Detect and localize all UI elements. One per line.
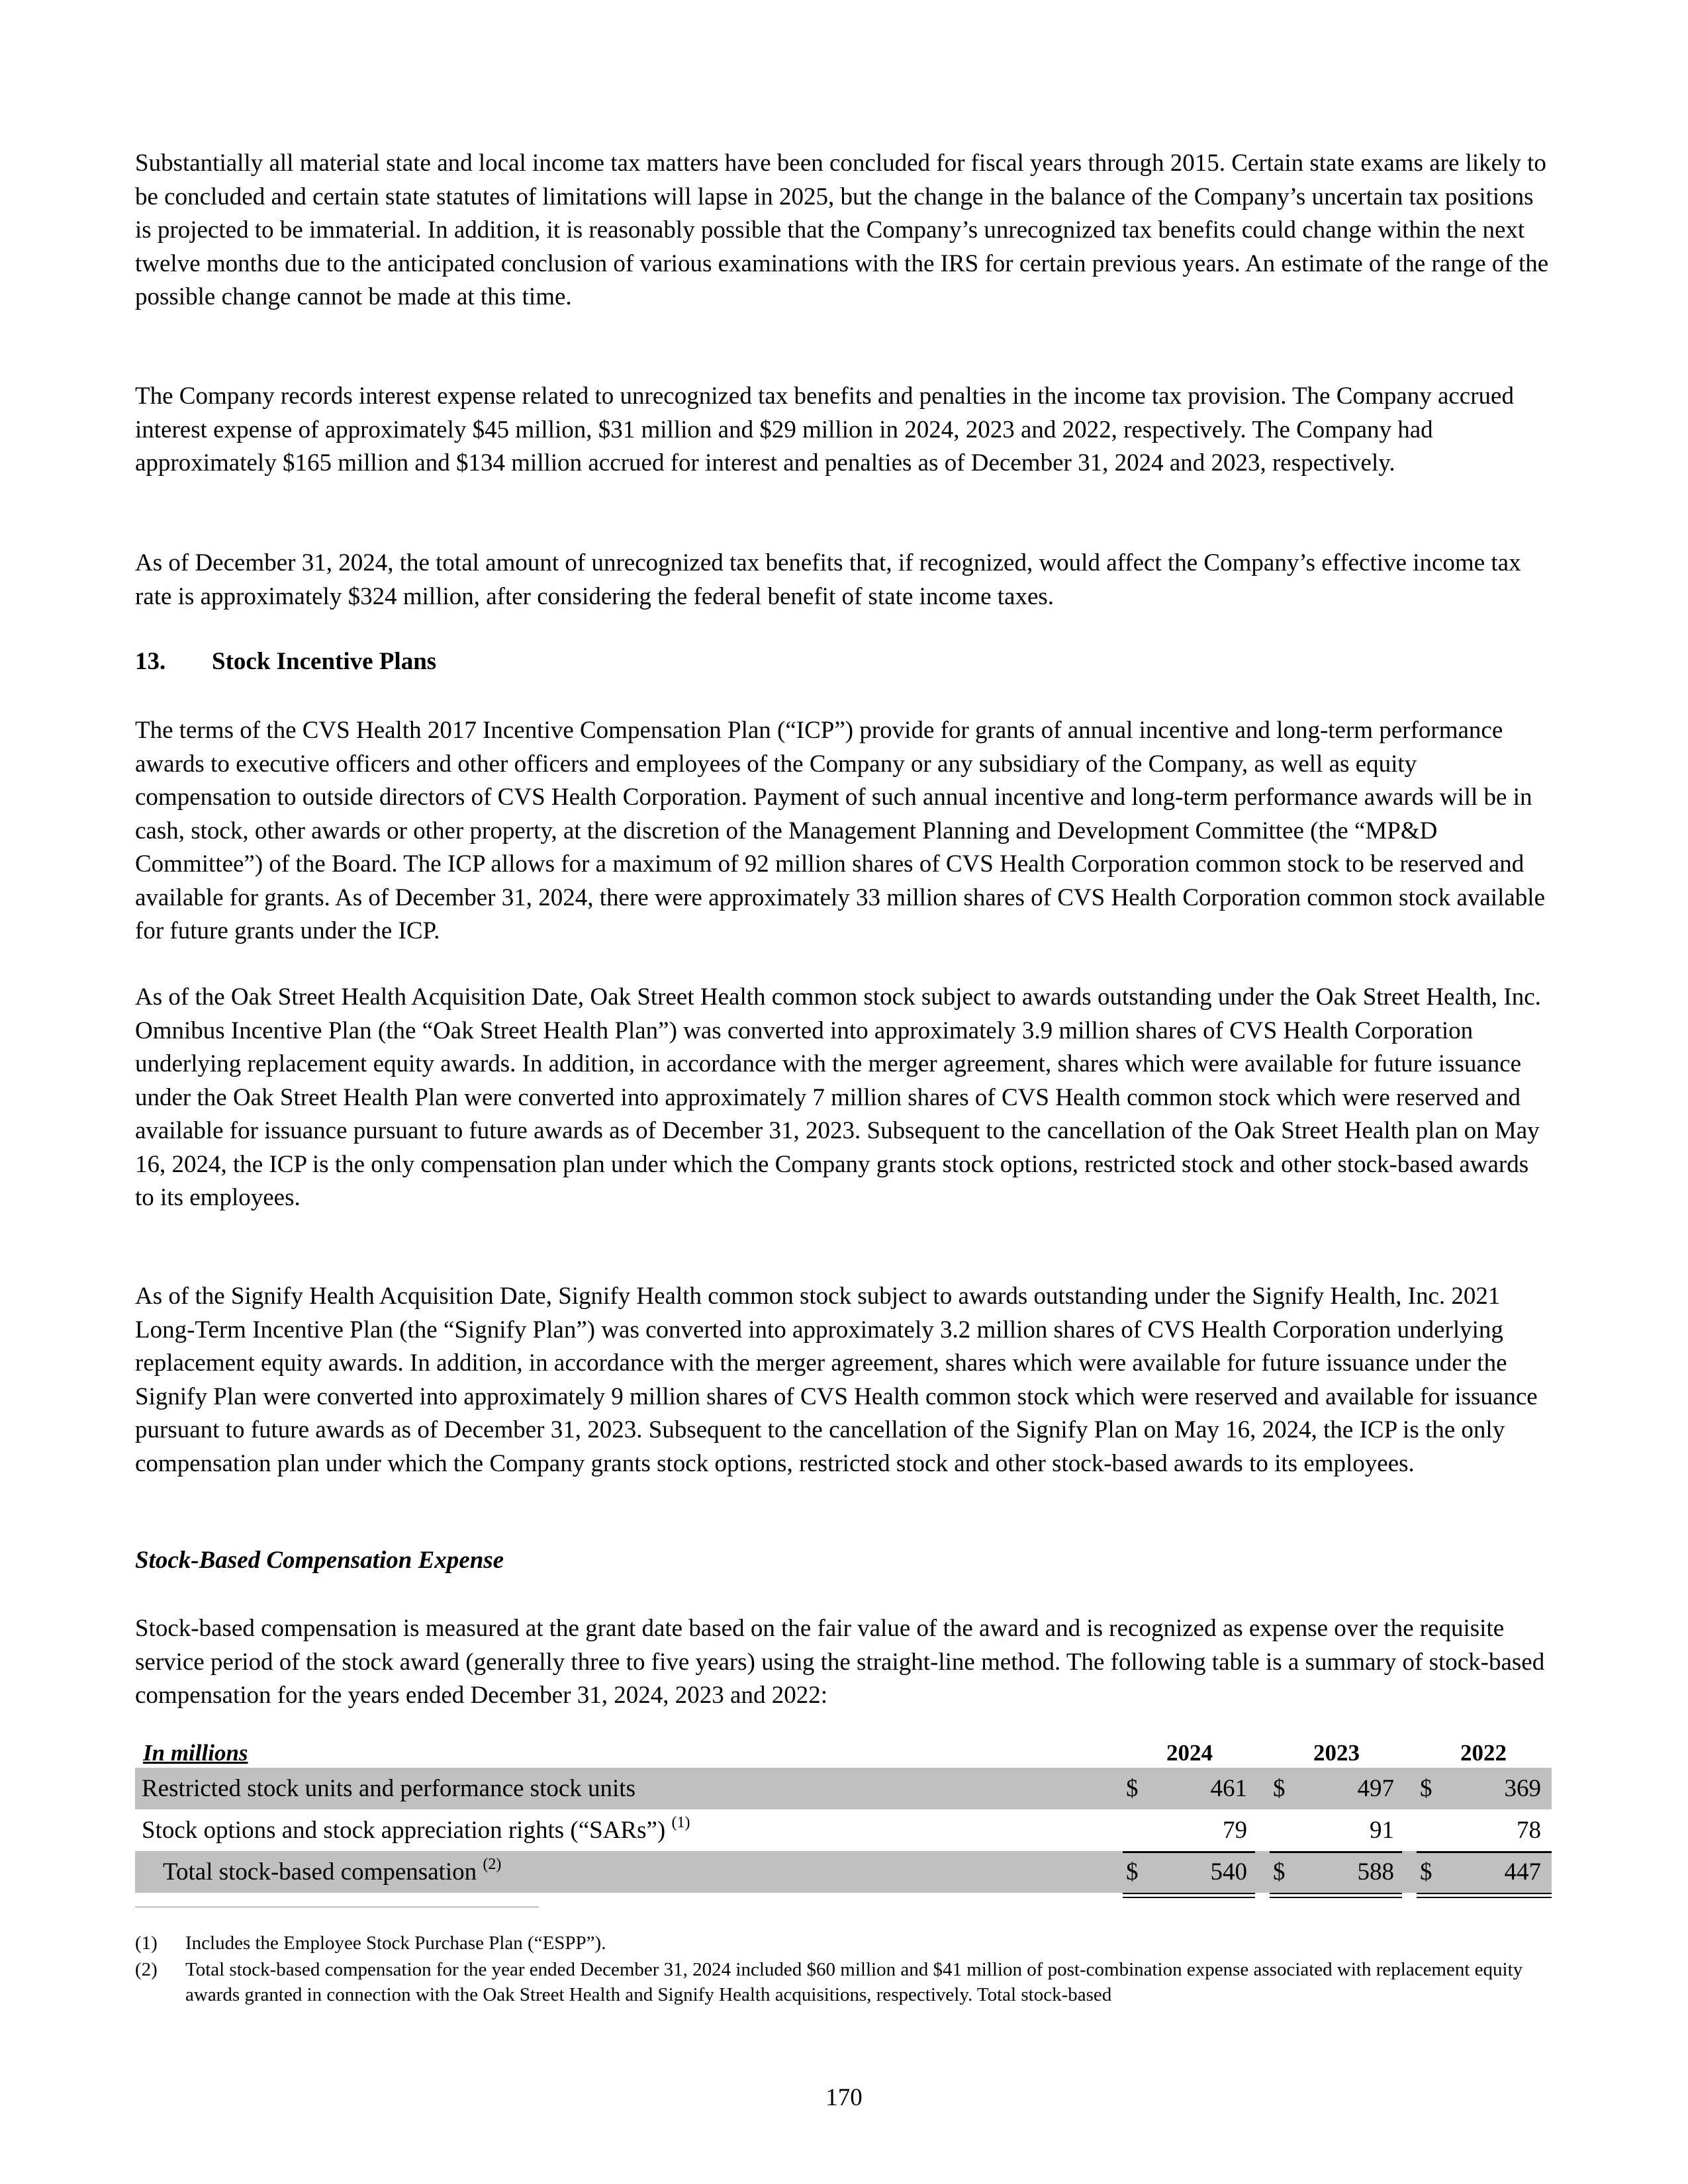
paragraph-unrecognized-benefits: As of December 31, 2024, the total amount of unrecognized tax benefits that, if recognized, would affect the Company’s effective income tax rate is approximately $324 million, after considering the federal benefit of state income taxes.	[135, 549, 1521, 610]
table-header	[135, 1739, 1552, 1768]
total-double-rule	[1417, 1893, 1552, 1898]
cell-value: 369	[1504, 1775, 1541, 1802]
row-label-text: Stock options and stock appreciation rights (“SARs”)	[142, 1817, 666, 1844]
cell-value: 79	[1223, 1817, 1247, 1844]
subtotal-rule	[1123, 1851, 1255, 1853]
footnote-ref: (1)	[671, 1814, 690, 1831]
row-label: Restricted stock units and performance stock units	[142, 1775, 635, 1802]
row-label-text: Total stock-based compensation	[163, 1858, 477, 1886]
paragraph-icp: The terms of the CVS Health 2017 Incentive Compensation Plan (“ICP”) provide for grants of annual incentive and long-term performance awards to executive officers and other officers and employees of the Company or any subsidiary of the Company, as well as equity compensation to outside directors of CVS Health Corporation. Payment of such annual incentive and long-term performance awards will be in cash, stock, other awards or other property, at the discretion of the Management Planning and Development Committee (the “MP&D Committee”) of the Board. The ICP allows for a maximum of 92 million shares of CVS Health Corporation common stock to be reserved and available for grants. As of December 31, 2024, there were approximately 33 million shares of CVS Health Corporation common stock available for future grants under the ICP.	[135, 717, 1545, 944]
paragraph-tax-matters: Substantially all material state and local income tax matters have been concluded for fiscal years through 2015. Certain state exams are likely to be concluded and certain state statutes of limitations will lapse in 2025, but the change in the balance of the Company’s uncertain tax positions is projected to be immaterial. In addition, it is reasonably possible that the Company’s unrecognized tax benefits could change within the next twelve months due to the anticipated conclusion of various examinations with the IRS for certain previous years. An estimate of the range of the possible change cannot be made at this time.	[135, 150, 1549, 310]
year-header: 2024	[1166, 1740, 1213, 1766]
subtotal-rule	[1417, 1851, 1552, 1853]
paragraph-interest-expense: The Company records interest expense related to unrecognized tax benefits and penalties in the income tax provision. The Company accrued interest expense of approximately $45 million, $31 million and $29 million in 2024, 2023 and 2022, respectively. The Company had approximately $165 million and $134 million accrued for interest and penalties as of December 31, 2024 and 2023, respectively.	[135, 383, 1514, 477]
cell-value: 588	[1357, 1858, 1394, 1886]
year-header: 2023	[1313, 1740, 1360, 1766]
footnote-text: Includes the Employee Stock Purchase Plan (“ESPP”).	[185, 1933, 606, 1954]
total-double-rule	[1123, 1893, 1255, 1898]
table-row	[135, 1809, 1552, 1851]
paragraph-signify: As of the Signify Health Acquisition Date, Signify Health common stock subject to awards outstanding under the Signify Health, Inc. 2021 Long-Term Incentive Plan (the “Signify Plan”) was converted into approximately 3.2 million shares of CVS Health Corporation underlying replacement equity awards. In addition, in accordance with the merger agreement, shares which were available for future issuance under the Signify Plan were converted into approximately 9 million shares of CVS Health common stock which were reserved and available for issuance pursuant to future awards as of December 31, 2023. Subsequent to the cancellation of the Signify Plan on May 16, 2024, the ICP is the only compensation plan under which the Company grants stock options, restricted stock and other stock-based awards to its employees.	[135, 1283, 1538, 1477]
year-header: 2022	[1460, 1740, 1507, 1766]
footnote	[135, 1957, 1552, 2007]
footnote-text: Total stock-based compensation for the year ended December 31, 2024 included $60 million and $41 million of post-combination expense associated with replacement equity awards granted in connection with the Oak Street Health and Signify Health acquisitions, respectively. Total stock-based	[185, 1959, 1523, 2005]
section-number: 13.	[135, 648, 166, 675]
footnote-mark: (1)	[135, 1933, 158, 1954]
cell-value: 91	[1370, 1817, 1394, 1844]
currency-symbol: $	[1420, 1775, 1432, 1802]
cell-value: 447	[1504, 1858, 1541, 1886]
paragraph-stock-comp-intro: Stock-based compensation is measured at the grant date based on the fair value of the award and is recognized as expense over the requisite service period of the stock award (generally three to five years) using the straight-line method. The following table is a summary of stock-based compensation for the years ended December 31, 2024, 2023 and 2022:	[135, 1615, 1545, 1709]
row-label	[142, 1809, 690, 1854]
paragraph-oak-street: As of the Oak Street Health Acquisition Date, Oak Street Health common stock subject to awards outstanding under the Oak Street Health, Inc. Omnibus Incentive Plan (the “Oak Street Health Plan”) was converted into approximately 3.9 million shares of CVS Health Corporation underlying replacement equity awards. In addition, in accordance with the merger agreement, shares which were available for future issuance under the Oak Street Health Plan were converted into approximately 7 million shares of CVS Health common stock which were reserved and available for issuance pursuant to future awards as of December 31, 2023. Subsequent to the cancellation of the Oak Street Health plan on May 16, 2024, the ICP is the only compensation plan under which the Company grants stock options, restricted stock and other stock-based awards to its employees.	[135, 983, 1541, 1211]
currency-symbol: $	[1273, 1775, 1286, 1802]
currency-symbol: $	[1420, 1858, 1432, 1886]
cell-value: 540	[1210, 1858, 1247, 1886]
cell-value: 78	[1517, 1817, 1541, 1844]
footnote-mark: (2)	[135, 1959, 158, 1980]
cell-value: 497	[1357, 1775, 1394, 1802]
page-number: 170	[825, 2084, 863, 2111]
section-title: Stock Incentive Plans	[212, 648, 437, 675]
currency-symbol: $	[1273, 1858, 1286, 1886]
table-row	[135, 1768, 1552, 1809]
footnote	[135, 1931, 1552, 1956]
table-row-total	[135, 1851, 1552, 1893]
footnote-ref: (2)	[483, 1856, 502, 1873]
unit-label: In millions	[143, 1740, 248, 1766]
currency-symbol: $	[1126, 1775, 1139, 1802]
cell-value: 461	[1210, 1775, 1247, 1802]
currency-symbol: $	[1126, 1858, 1139, 1886]
section-heading	[135, 647, 436, 676]
subheading-stock-comp: Stock-Based Compensation Expense	[135, 1547, 504, 1574]
row-label	[163, 1851, 501, 1896]
subtotal-rule	[1270, 1851, 1402, 1853]
stock-comp-table	[135, 1739, 1552, 1893]
total-double-rule	[1270, 1893, 1402, 1898]
